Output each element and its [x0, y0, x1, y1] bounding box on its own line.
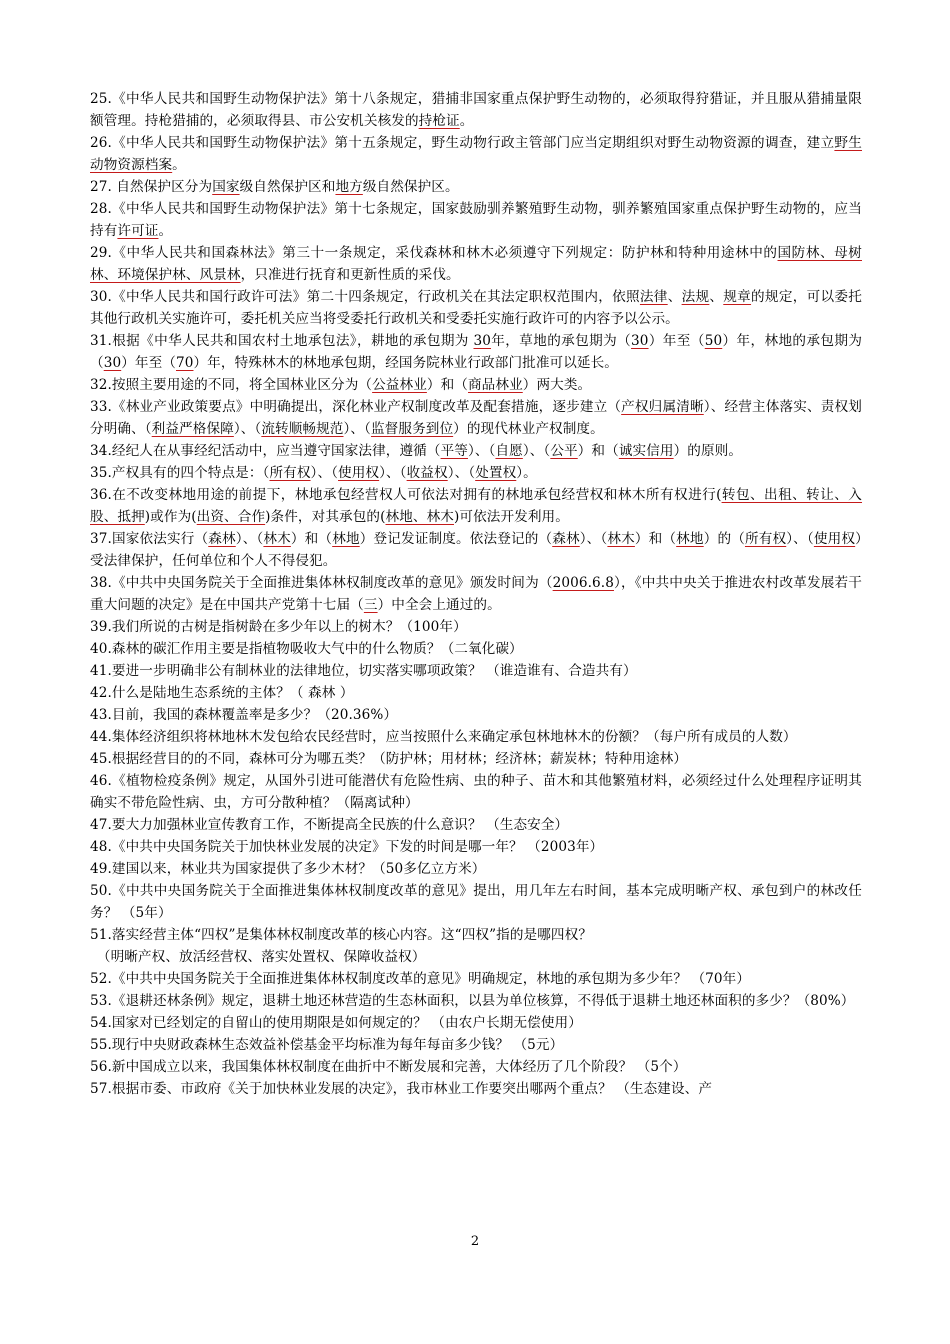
- question-text: 28.《中华人民共和国野生动物保护法》第十七条规定，国家鼓励驯养繁殖野生动物，驯养繁殖国家重点保护野生动物的，应当持有: [90, 201, 862, 239]
- question-item-53: [90, 990, 862, 1012]
- question-text: ）和（: [426, 377, 468, 393]
- question-text: 34.经纪人在从事经纪活动中，应当遵守国家法律，遵循（: [90, 443, 441, 459]
- question-text: ）、（: [310, 465, 339, 481]
- question-text: 42.什么是陆地生态系统的主体？（ 森林 ）: [90, 685, 354, 701]
- underlined-answer: 法律: [639, 289, 668, 305]
- question-text: 56.新中国成立以来，我国集体林权制度在曲折中不断发展和完善，大体经历了几个阶段？ （5个）: [90, 1059, 687, 1075]
- question-text: 50.《中共中央国务院关于全面推进集体林权制度改革的意见》提出，用几年左右时间，基本完成明晰产权、承包到户的林改任务？ （5年）: [90, 883, 862, 921]
- question-item-52: [90, 968, 862, 990]
- underlined-answer: 地方: [335, 179, 363, 195]
- question-text: ）中全会上通过的。: [377, 597, 501, 613]
- underlined-answer: 国防林、母树林、环境保护林、风景林: [90, 245, 862, 283]
- question-text: )条件，对其承包的(: [265, 509, 386, 525]
- question-item-27: [90, 176, 862, 198]
- question-text: 48.《中共中央国务院关于加快林业发展的决定》下发的时间是哪一年？ （2003年）: [90, 839, 604, 855]
- underlined-answer: 野生动物资源档案: [90, 135, 862, 173]
- underlined-answer: 产权归属清晰: [621, 399, 704, 415]
- question-text: 51.落实经营主体“四权”是集体林权制度改革的核心内容。这“四权”指的是哪四权？: [90, 927, 593, 943]
- underlined-answer: 使用权: [338, 465, 380, 481]
- question-text: ）的现代林业产权制度。: [453, 421, 604, 437]
- underlined-answer: 收益权: [406, 465, 448, 481]
- question-text: 、: [709, 289, 724, 305]
- question-text: ）、（: [233, 421, 262, 437]
- question-item-34: [90, 440, 862, 462]
- question-item-42: [90, 682, 862, 704]
- underlined-answer: 森林: [552, 531, 580, 547]
- question-text: 41.要进一步明确非公有制林业的法律地位，切实落实哪项政策？ （谁造谁有、合造共有）: [90, 663, 637, 679]
- question-text: ）受法律保护，任何单位和个人不得侵犯。: [90, 531, 863, 569]
- underlined-answer: 许可证: [117, 223, 159, 239]
- question-text: 31.根据《中华人民共和国农村土地承包法》，耕地的承包期为: [90, 333, 474, 349]
- question-text: 的规定，可以委托其他行政机关实施许可，委托机关应当将受委托行政机关和受委托实施行政许可的内容予以公示。: [90, 289, 862, 327]
- underlined-answer: 转包、出租、转让、入股、抵押: [90, 487, 863, 525]
- question-text: ，只准进行抚育和更新性质的采伐。: [240, 267, 460, 283]
- question-text: ），《中共中央关于推进农村改革发展若干重大问题的决定》是在中国共产党第十七届（: [90, 575, 862, 613]
- question-text: ）、（: [467, 443, 496, 459]
- question-item-35: [90, 462, 862, 484]
- question-text: 29.《中华人民共和国森林法》第三十一条规定，采伐森林和林木必须遵守下列规定：防护林和特种用途林中的: [90, 245, 778, 261]
- question-text: 38.《中共中央国务院关于全面推进集体林权制度改革的意见》颁发时间为（: [90, 575, 553, 591]
- underlined-answer: 自愿: [495, 443, 523, 459]
- question-item-46: [90, 770, 862, 814]
- underlined-answer: 处置权: [475, 465, 517, 481]
- underlined-answer: 林地、林木: [385, 509, 454, 525]
- question-text: 25.《中华人民共和国野生动物保护法》第十八条规定，猎捕非国家重点保护野生动物的，必须取得狩猎证，并且服从猎捕量限额管理。持枪猎捕的，必须取得县、市公安机关核发的: [90, 91, 862, 129]
- underlined-answer: 森林: [208, 531, 236, 547]
- underlined-answer: 利益严格保障: [151, 421, 234, 437]
- question-item-30: [90, 286, 862, 330]
- underlined-answer: 林木: [263, 531, 291, 547]
- question-text: 30.《中华人民共和国行政许可法》第二十四条规定，行政机关在其法定职权范围内，依照: [90, 289, 640, 305]
- question-text: 33.《林业产业政策要点》中明确提出，深化林业产权制度改革及配套措施，逐步建立（: [90, 399, 622, 415]
- question-text: 47.要大力加强林业宣传教育工作，不断提高全民族的什么意识？ （生态安全）: [90, 817, 569, 833]
- question-item-28: [90, 198, 862, 242]
- underlined-answer: 50: [704, 333, 723, 349]
- question-text: 40.森林的碳汇作用主要是指植物吸收大气中的什么物质？（二氧化碳）: [90, 641, 523, 657]
- underlined-answer: 规章: [723, 289, 752, 305]
- question-item-36: [90, 484, 862, 528]
- question-text: ）、（: [579, 531, 608, 547]
- underlined-answer: 30: [631, 333, 649, 349]
- question-text: ）、（: [786, 531, 814, 547]
- underlined-answer: 法规: [681, 289, 710, 305]
- question-text: 43.目前，我国的森林覆盖率是多少？（20.36%）: [90, 707, 398, 723]
- question-item-32: [90, 374, 862, 396]
- question-item-40: [90, 638, 862, 660]
- underlined-answer: 监督服务到位: [370, 421, 454, 437]
- question-text: 52.《中共中央国务院关于全面推进集体林权制度改革的意见》明确规定，林地的承包期为多少年？ （70年）: [90, 971, 751, 987]
- question-text: 49.建国以来，林业共为国家提供了多少木材？（50多亿立方米）: [90, 861, 486, 877]
- underlined-answer: 使用权: [813, 531, 856, 547]
- question-text: 39.我们所说的古树是指树龄在多少年以上的树木？（100年）: [90, 619, 467, 635]
- question-text: （明晰产权、放活经营权、落实处置权、保障收益权）: [90, 949, 426, 965]
- underlined-answer: 流转顺畅规范: [261, 421, 344, 437]
- question-item-54: [90, 1012, 862, 1034]
- question-text: )或作为(: [144, 509, 197, 525]
- question-item-56: [90, 1056, 862, 1078]
- question-text: 27. 自然保护区分为: [90, 179, 213, 195]
- question-item-57: [90, 1078, 862, 1100]
- question-text: ）年，特殊林木的林地承包期，经国务院林业行政部门批准可以延长。: [193, 355, 618, 371]
- underlined-answer: 公益林业: [372, 377, 427, 393]
- question-text: ）、（: [379, 465, 407, 481]
- question-text: 36.在不改变林地用途的前提下，林地承包经营权人可依法对拥有的林地承包经营权和林木所有权进行(: [90, 487, 722, 503]
- question-text: ）、（: [522, 443, 551, 459]
- question-item-49: [90, 858, 862, 880]
- question-item-51: [90, 924, 862, 968]
- question-item-37: [90, 528, 862, 572]
- underlined-answer: 诚实信用: [618, 443, 674, 459]
- question-text: ）年，林地的承包期为（: [90, 333, 863, 371]
- question-text: 、: [667, 289, 682, 305]
- question-item-44: [90, 726, 862, 748]
- question-item-50: [90, 880, 862, 924]
- question-item-29: [90, 242, 862, 286]
- question-text: 53.《退耕还林条例》规定，退耕土地还林营造的生态林面积，以县为单位核算，不得低于退耕土地还林面积的多少？（80%）: [90, 993, 855, 1009]
- question-text: ）、（: [343, 421, 371, 437]
- underlined-answer: 持枪证: [418, 113, 460, 129]
- question-text: 55.现行中央财政森林生态效益补偿基金平均标准为每年每亩多少钱？ （5元）: [90, 1037, 564, 1053]
- question-text: 26.《中华人民共和国野生动物保护法》第十五条规定，野生动物行政主管部门应当定期组织对野生动物资源的调查，建立: [90, 135, 835, 151]
- question-item-45: [90, 748, 862, 770]
- question-text: ）年至（: [121, 355, 176, 371]
- underlined-answer: 平等: [440, 443, 468, 459]
- question-text: ）登记发证制度。依法登记的（: [359, 531, 553, 547]
- question-text: )可依法开发利用。: [453, 509, 569, 525]
- underlined-answer: 出资、合作: [196, 509, 266, 525]
- question-item-33: [90, 396, 862, 440]
- question-text: 年，草地的承包期为（: [491, 333, 632, 349]
- question-item-41: [90, 660, 862, 682]
- question-item-47: [90, 814, 862, 836]
- underlined-answer: 30: [473, 333, 491, 349]
- question-text: ）和（: [577, 443, 619, 459]
- underlined-answer: 2006.6.8: [552, 575, 614, 591]
- question-text: 。: [459, 113, 474, 129]
- question-text: ）和（: [290, 531, 333, 547]
- underlined-answer: 林地: [332, 531, 360, 547]
- underlined-answer: 所有权: [269, 465, 311, 481]
- underlined-answer: 商品林业: [467, 377, 523, 393]
- question-item-26: [90, 132, 862, 176]
- question-text: 。: [172, 157, 186, 173]
- document-body: [90, 88, 862, 1100]
- question-item-39: [90, 616, 862, 638]
- question-text: ）和（: [634, 531, 677, 547]
- question-text: 。: [158, 223, 173, 239]
- page-number: 2: [470, 1234, 480, 1249]
- underlined-answer: 所有权: [744, 531, 787, 547]
- question-text: 54.国家对已经划定的自留山的使用期限是如何规定的？ （由农户长期无偿使用）: [90, 1015, 582, 1031]
- question-text: ）、（: [447, 465, 476, 481]
- underlined-answer: 30: [103, 355, 122, 371]
- question-item-25: [90, 88, 862, 132]
- underlined-answer: 70: [175, 355, 194, 371]
- question-text: 57.根据市委、市政府《关于加快林业发展的决定》，我市林业工作要突出哪两个重点？ （生态建设、产: [90, 1081, 713, 1097]
- underlined-answer: 公平: [550, 443, 578, 459]
- question-text: 级自然保护区和: [239, 179, 336, 195]
- question-text: ）、（: [235, 531, 264, 547]
- question-text: 46.《植物检疫条例》规定，从国外引进可能潜伏有危险性病、虫的种子、苗木和其他繁殖材料，必须经过什么处理程序证明其确实不带危险性病、虫，方可分散种植？（隔离试种）: [90, 773, 862, 811]
- underlined-answer: 林地: [676, 531, 704, 547]
- question-text: 35.产权具有的四个特点是：（: [90, 465, 270, 481]
- question-text: ）的原则。: [673, 443, 743, 459]
- underlined-answer: 三: [363, 597, 378, 613]
- question-text: ）的（: [703, 531, 745, 547]
- question-text: 级自然保护区。: [362, 179, 459, 195]
- underlined-answer: 国家: [212, 179, 240, 195]
- question-text: ）。: [516, 465, 537, 481]
- question-item-43: [90, 704, 862, 726]
- question-text: 32.按照主要用途的不同，将全国林业区分为（: [90, 377, 373, 393]
- question-text: ）两大类。: [522, 377, 592, 393]
- question-item-38: [90, 572, 862, 616]
- question-item-48: [90, 836, 862, 858]
- question-text: 44.集体经济组织将林地林木发包给农民经营时，应当按照什么来确定承包林地林木的份额？（每户所有成员的人数）: [90, 729, 797, 745]
- question-item-55: [90, 1034, 862, 1056]
- question-item-31: [90, 330, 862, 374]
- question-text: ）年至（: [648, 333, 705, 349]
- question-text: 45.根据经营目的的不同，森林可分为哪五类？（防护林；用材林；经济林；薪炭林；特种用途林）: [90, 751, 688, 767]
- question-text: ）、经营主体落实、责权划分明确、（: [90, 399, 862, 437]
- question-text: 37.国家依法实行（: [90, 531, 209, 547]
- underlined-answer: 林木: [607, 531, 635, 547]
